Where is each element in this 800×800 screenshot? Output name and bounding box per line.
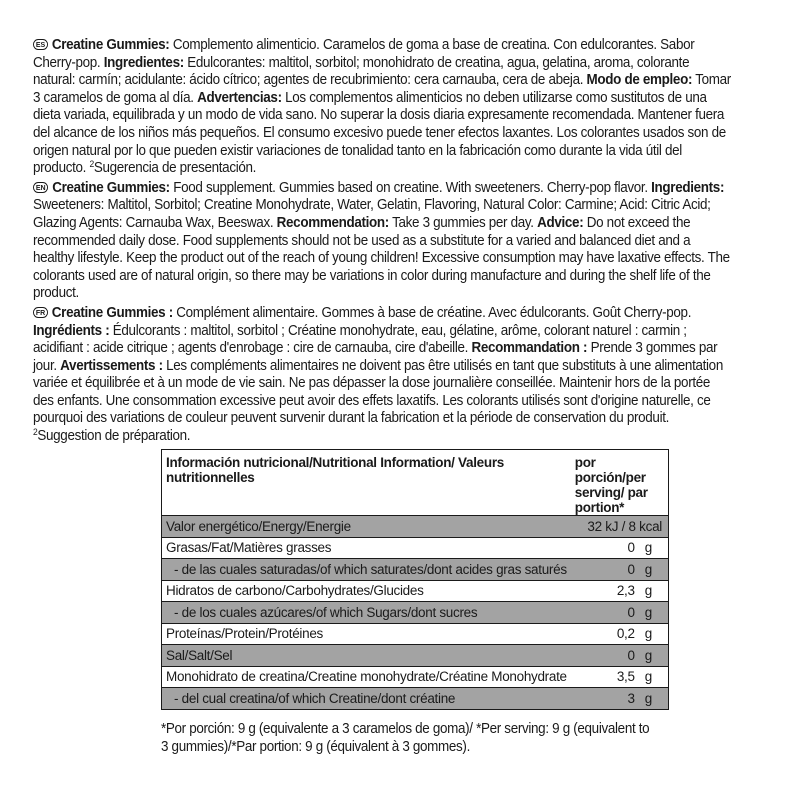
es-intro: Complemento alimenticio. Caramelos de goma a base de creatina. Con edulcorantes. Sabor Cherry-pop. [33,37,695,71]
nutrient-unit: g [641,537,669,559]
fr-warnings: Les compléments alimentaires ne doivent pas être utilisés en tant que substituts à une alimentation variée et équilibrée et à un mode de vie sain. Ne pas dépasser la dose journalière conseillée. Maintenir hors de la portée des enfants. Une consommation excessive peut avoir des effets laxatifs. Les colorants utilisés sont d'origine naturelle, ce pourquoi des variations de couleur peuvent survenir durant la fabrication et la période de conservation du produit. [33,357,723,427]
es-ingredients: Edulcorantes: maltitol, sorbitol; monohidrato de creatina, agua, gelatina, aroma, colorante natural: carmín; acidulante: ácido cítrico; agentes de recubrimiento: cera carnauba, cera de abeja. [33,54,690,89]
es-ingredients-label: Ingredientes: [103,54,184,71]
nutrition-row-fat [162,537,669,559]
en-language-badge: EN [33,182,48,193]
fr-language-badge: FR [33,307,48,318]
fr-usage: Prende 3 gommes par jour. [33,340,718,374]
es-product-name: Creatine Gummies: [51,37,170,53]
nutrient-value: 0 [571,559,641,581]
english-section [33,180,733,303]
en-intro: Food supplement. Gummies based on creatine. With sweeteners. Cherry-pop flavor. [169,179,652,196]
nutrition-table [161,449,669,710]
nutrient-unit: g [641,559,669,581]
nutrition-row-creatine-monohydrate [162,666,669,688]
en-usage: Take 3 gummies per day. [388,214,538,231]
nutrition-row-protein [162,623,669,645]
nutrient-unit: g [641,666,669,688]
nutrient-label: Sal/Salt/Sel [162,645,571,667]
spanish-section [33,37,733,178]
es-usage: Tomar 3 caramelos de goma al día. [33,72,731,106]
es-note: Sugerencia de presentación. [93,160,257,177]
nutrient-value: 3 [571,688,641,710]
fr-note: Suggestion de préparation. [37,428,191,445]
nutrient-value: 0,2 [571,623,641,645]
en-product-name: Creatine Gummies: [52,179,170,196]
nutrition-header-label: Información nutricional/Nutritional Information/ Valeurs nutritionnelles [166,455,504,485]
nutrient-label: Hidratos de carbono/Carbohydrates/Glucides [162,580,571,602]
fr-usage-label: Recommandation : [471,340,588,357]
nutrient-label: - de los cuales azúcares/of which Sugars/dont sucres [162,602,571,624]
es-language-badge: ES [33,39,48,50]
en-warnings-label: Advice: [537,214,584,231]
nutrient-unit: g [641,580,669,602]
serving-footnote: *Por porción: 9 g (equivalente a 3 caramelos de goma)/ *Per serving: 9 g (equivalent to 3 gummies)/*Par portion: 9 g (équivalent à 3 gommes). [161,721,650,755]
nutrition-row-carbohydrates [162,580,669,602]
nutrient-unit: g [641,602,669,624]
nutrient-unit: g [641,623,669,645]
nutrient-value: 0 [571,537,641,559]
fr-warnings-label: Avertissements : [60,357,163,374]
fr-ingredients-label: Ingrédients : [33,322,110,339]
nutrient-label: Monohidrato de creatina/Creatine monohydrate/Créatine Monohydrate [162,666,571,688]
en-ingredients: Sweeteners: Maltitol, Sorbitol; Creatine Monohydrate, Water, Gelatin, Flavoring, Natural Color: Carmine; Acid: Citric Acid; Glazing Agents: Carnauba Wax, Beeswax. [33,197,711,231]
es-warnings: Los complementos alimenticios no deben utilizarse como sustitutos de una dieta variada, equilibrada y un modo de vida sano. No superar la dosis diaria expresamente recomendada. Mantener fuera del alcance de los niños más pequeños. El consumo excesivo puede tener efectos laxantes. Los colorantes usados son de origen natural por lo que pueden existir variaciones de tonalidad tanto en la fabricación como durante la vida útil del producto. [33,89,726,177]
es-warnings-label: Advertencias: [197,89,282,106]
nutrient-value: 0 [571,602,641,624]
nutrient-value: 2,3 [571,580,641,602]
en-usage-label: Recommendation: [276,214,389,231]
nutrient-label: - de las cuales saturadas/of which saturates/dont acides gras saturés [162,559,571,581]
es-usage-label: Modo de empleo: [586,72,693,89]
nutrition-header-serving: por porción/per serving/ par portion* [574,455,648,515]
nutrient-label: - del cual creatina/of which Creatine/dont créatine [162,688,571,710]
french-section [33,305,733,446]
nutrition-row-energy [162,516,669,538]
nutrient-unit: g [641,688,669,710]
fr-product-name: Creatine Gummies : [51,304,173,321]
nutrition-row-salt [162,645,669,667]
fr-note-marker: 2 [33,427,38,438]
nutrition-row-saturates [162,559,669,581]
nutrient-value: 3,5 [571,666,641,688]
fr-ingredients: Édulcorants : maltitol, sorbitol ; Créatine monohydrate, eau, gélatine, arôme, colorant naturel : carmin ; acidifiant : acide citrique ; agents d'enrobage : cire de carnauba, cire d'abeille. [33,322,687,357]
nutrient-value: 0 [571,645,641,667]
nutrient-label: Valor energético/Energy/Energie [162,516,571,538]
nutrient-unit: g [641,645,669,667]
es-note-marker: 2 [89,159,94,170]
fr-intro: Complément alimentaire. Gommes à base de créatine. Avec édulcorants. Goût Cherry-pop. [172,304,692,321]
nutrient-value: 32 kJ / 8 kcal [571,516,669,538]
label-text [33,37,733,448]
nutrition-row-sugars [162,602,669,624]
nutrition-row-creatine [162,688,669,710]
en-ingredients-label: Ingredients: [651,179,725,196]
nutrient-label: Grasas/Fat/Matières grasses [162,537,571,559]
nutrition-table-header [162,450,669,516]
en-warnings: Do not exceed the recommended daily dose. Food supplements should not be used as a substitute for a varied and balanced diet and a healthy lifestyle. Keep the product out of the reach of young children! Excessive consumption may have laxative effects. The colorants used are of natural origin, so there may be variations in color during manufacture and during the shelf life of the product. [33,214,730,302]
nutrient-label: Proteínas/Protein/Protéines [162,623,571,645]
